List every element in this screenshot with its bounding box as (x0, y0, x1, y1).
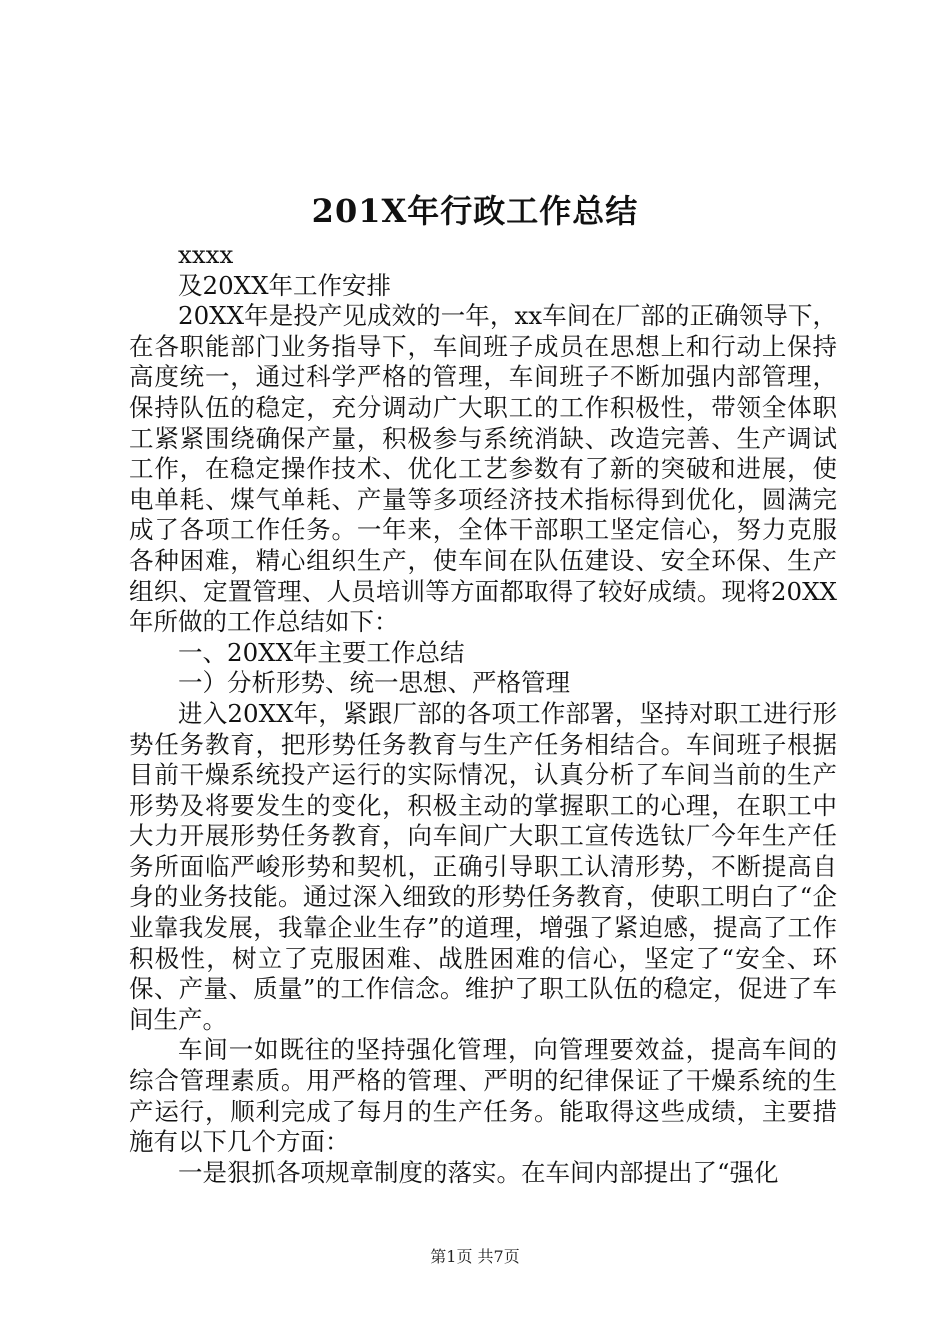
document-body (129, 240, 837, 1188)
paragraph-body: 车间一如既往的坚持强化管理，向管理要效益，提高车间的综合管理素质。用严格的管理、严明的纪律保证了干燥系统的生产运行，顺利完成了每月的生产任务。能取得这些成绩，主要措施有以下几个方面： (129, 1035, 837, 1157)
paragraph-body: 一是狠抓各项规章制度的落实。在车间内部提出了“强化 (178, 1157, 779, 1187)
subsection-heading: 一）分析形势、统一思想、严格管理 (178, 668, 570, 698)
section-heading: 一、20XX年主要工作总结 (178, 637, 465, 667)
paragraph-intro: 20XX年是投产见成效的一年，xx车间在厂部的正确领导下，在各职能部门业务指导下，车间班子成员在思想上和行动上保持高度统一，通过科学严格的管理，车间班子不断加强内部管理，保持队伍的稳定，充分调动广大职工的工作积极性，带领全体职工紧紧围绕确保产量，积极参与系统消缺、改造完善、生产调试工作，在稳定操作技术、优化工艺参数有了新的突破和进展，使电单耗、煤气单耗、产量等多项经济技术指标得到优化，圆满完成了各项工作任务。一年来，全体干部职工坚定信心，努力克服各种困难，精心组织生产，使车间在队伍建设、安全环保、生产组织、定置管理、人员培训等方面都取得了较好成绩。现将20XX年所做的工作总结如下： (129, 301, 837, 637)
document-title: 201X年行政工作总结 (311, 192, 639, 230)
page-footer: 第1页 共7页 (430, 1247, 520, 1266)
paragraph-body: 进入20XX年，紧跟厂部的各项工作部署，坚持对职工进行形势任务教育，把形势任务教育与生产任务相结合。车间班子根据目前干燥系统投产运行的实际情况，认真分析了车间当前的生产形势及将要发生的变化，积极主动的掌握职工的心理，在职工中大力开展形势任务教育，向车间广大职工宣传选钛厂今年生产任务所面临严峻形势和契机，正确引导职工认清形势，不断提高自身的业务技能。通过深入细致的形势任务教育，使职工明白了“企业靠我发展，我靠企业生存”的道理，增强了紧迫感，提高了工作积极性，树立了克服困难、战胜困难的信心，坚定了“安全、环保、产量、质量”的工作信念。维护了职工队伍的稳定，促进了车间生产。 (129, 698, 837, 1034)
paragraph-author: xxxx (178, 240, 234, 269)
paragraph-subtitle: 及20XX年工作安排 (178, 270, 392, 300)
